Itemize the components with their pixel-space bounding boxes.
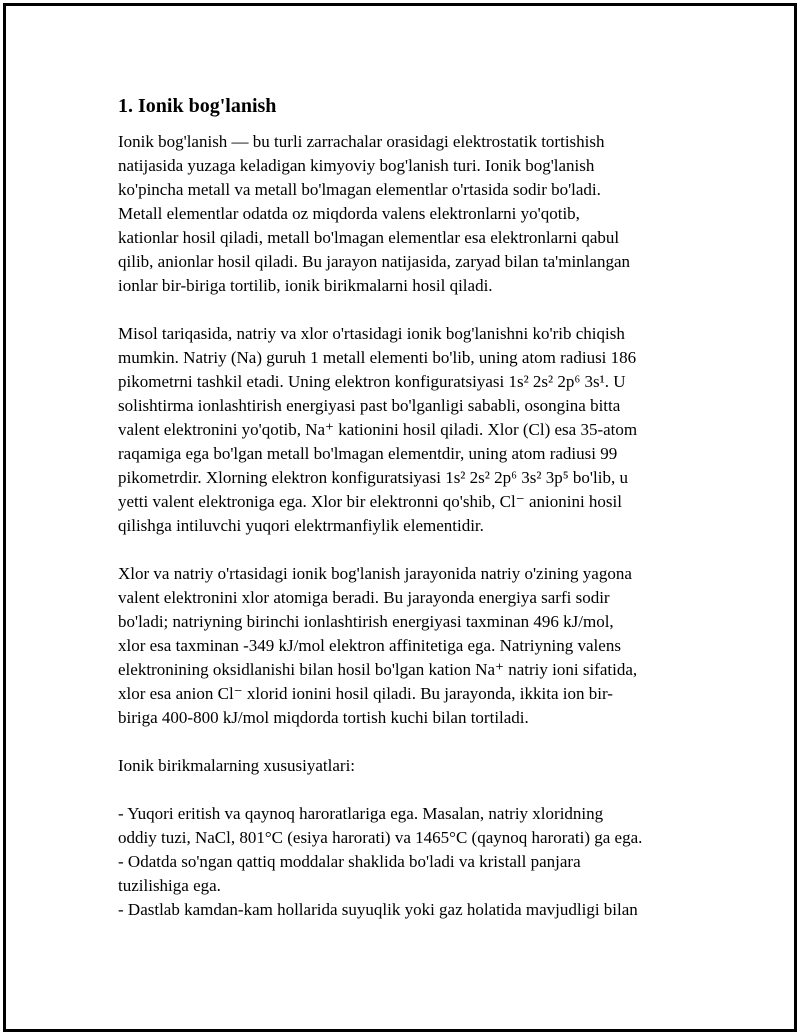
document-body: [118, 94, 698, 922]
section-heading: 1. Ionik bog'lanish: [118, 95, 277, 117]
list-item: - Yuqori eritish va qaynoq haroratlariga ega. Masalan, natriy xloridning oddiy tuzi, NaCl, 801°C (esiya harorati) va 1465°C (qaynoq harorati) ga ega.: [118, 804, 643, 847]
paragraph-properties-intro: Ionik birikmalarning xususiyatlari:: [118, 756, 356, 775]
paragraph-example-sodium-chlorine: Misol tariqasida, natriy va xlor o'rtasidagi ionik bog'lanishni ko'rib chiqish mumkin. Natriy (Na) guruh 1 metall elementi bo'lib, uning atom radiusi 186 pikometrni tashkil etadi. Uning elektron konfiguratsiyasi 1s² 2s² 2p⁶ 3s¹. U solishtirma ionlashtirish energiyasi past bo'lganligi sababli, osongina bitta valent elektronini yo'qotib, Na⁺ kationini hosil qiladi. Xlor (Cl) esa 35-atom raqamiga ega bo'lgan metall bo'lmagan elementdir, uning atom radiusi 99 pikometrdir. Xlorning elektron konfiguratsiyasi 1s² 2s² 2p⁶ 3s² 3p⁵ bo'lib, u yetti valent elektroniga ega. Xlor bir elektronni qo'shib, Cl⁻ anionini hosil qilishga intiluvchi yuqori elektrmanfiylik elementidir.: [118, 324, 638, 535]
paragraph-intro: Ionik bog'lanish — bu turli zarrachalar orasidagi elektrostatik tortishish natijasida yuzaga keladigan kimyoviy bog'lanish turi. Ionik bog'lanish ko'pincha metall va metall bo'lmagan elementlar o'rtasida sodir bo'ladi. Metall elementlar odatda oz miqdorda valens elektronlarni yo'qotib, kationlar hosil qiladi, metall bo'lmagan elementlar esa elektronlarni qabul qilib, anionlar hosil qiladi. Bu jarayon natijasida, zaryad bilan ta'minlangan ionlar bir-biriga tortilib, ionik birikmalarni hosil qiladi.: [118, 132, 630, 295]
list-item: - Odatda so'ngan qattiq moddalar shaklida bo'ladi va kristall panjara tuzilishiga ega.: [118, 852, 581, 895]
list-item: - Dastlab kamdan-kam hollarida suyuqlik yoki gaz holatida mavjudligi bilan: [118, 900, 638, 919]
properties-list: [118, 802, 698, 922]
paragraph-bonding-process: Xlor va natriy o'rtasidagi ionik bog'lanish jarayonida natriy o'zining yagona valent elektronini xlor atomiga beradi. Bu jarayonda energiya sarfi sodir bo'ladi; natriyning birinchi ionlashtirish energiyasi taxminan 496 kJ/mol, xlor esa taxminan -349 kJ/mol elektron affinitetiga ega. Natriyning valens elektronining oksidlanishi bilan hosil bo'lgan kation Na⁺ natriy ioni sifatida, xlor esa anion Cl⁻ xlorid ionini hosil qiladi. Bu jarayonda, ikkita ion bir- biriga 400-800 kJ/mol miqdorda tortish kuchi bilan tortiladi.: [118, 564, 638, 727]
